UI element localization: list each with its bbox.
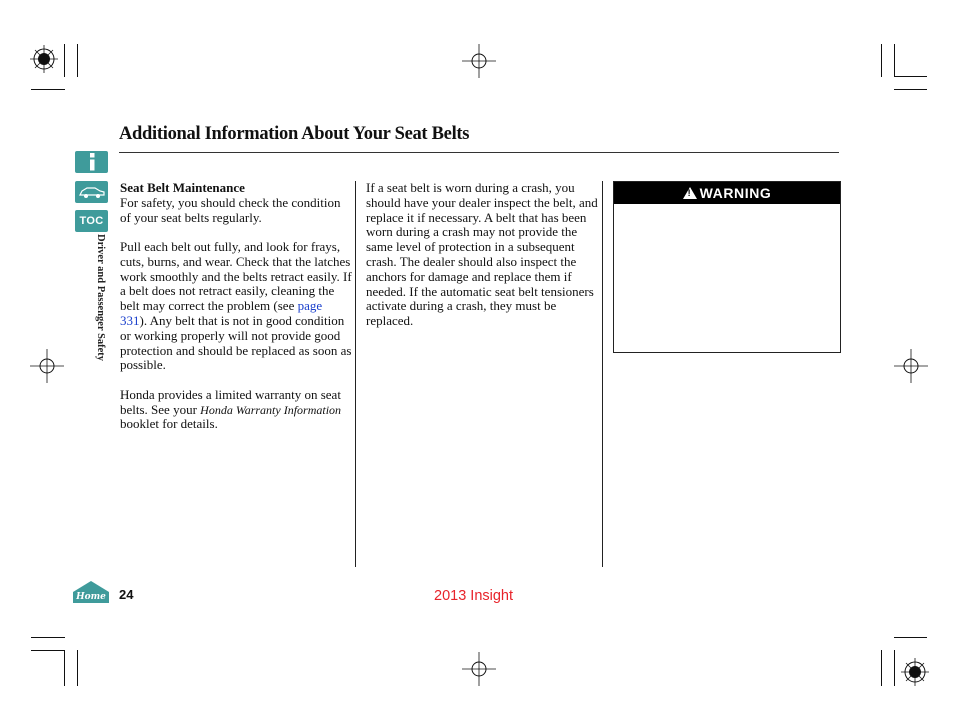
paragraph: For safety, you should check the condition of your seat belts regularly. [120,194,341,225]
car-icon [78,185,106,199]
paragraph: If a seat belt is worn during a crash, you should have your dealer inspect the belt, and replace it if necessary. A belt that has been worn during a crash may not provide the same level of protection in a subsequent crash. The dealer should also inspect the anchors for damage and replace them if needed. If the automatic seat belt tensioners activate during a crash, they must be replaced. [366,180,598,329]
vehicle-index-button[interactable] [75,181,108,203]
crosshair-icon [30,349,64,383]
paragraph: Honda provides a limited warranty on seat belts. See your Honda Warranty Information booklet for details. [120,386,342,432]
home-label: Home [76,592,106,602]
registration-target-icon [899,656,931,688]
page-number: 24 [119,587,134,602]
section-label: Driver and Passenger Safety [95,234,106,362]
column-middle [366,181,598,329]
info-icon [85,153,99,171]
warning-box [613,181,841,353]
crosshair-icon [462,44,496,78]
crosshair-icon [462,652,496,686]
crosshair-icon [894,349,928,383]
info-button[interactable] [75,151,108,173]
warning-triangle-icon: ! [683,187,697,199]
model-name: 2013 Insight [434,588,514,604]
title-divider [119,152,839,153]
warning-label: WARNING [699,185,772,201]
registration-target-icon [28,43,60,75]
home-button[interactable] [73,580,109,604]
column-left [120,181,352,432]
paragraph: Pull each belt out fully, and look for frays, cuts, burns, and wear. Check that the latches work smoothly and the belts retract easily. If a belt does not retract easily, cleaning the belt may correct the problem (see page 331). Any belt that is not in good condition or working properly will not provide good protection and should be replaced as soon as possible. [120,238,352,373]
toc-button[interactable] [75,210,108,232]
section-heading: Seat Belt Maintenance [120,180,245,195]
page-title: Additional Information About Your Seat Belts [119,124,470,144]
column-divider [602,181,603,567]
warning-header [614,182,840,204]
booklet-title: Honda Warranty Information [200,402,342,417]
column-divider [355,181,356,567]
toc-label: TOC [79,215,104,227]
page-link[interactable]: page 331 [120,298,323,328]
